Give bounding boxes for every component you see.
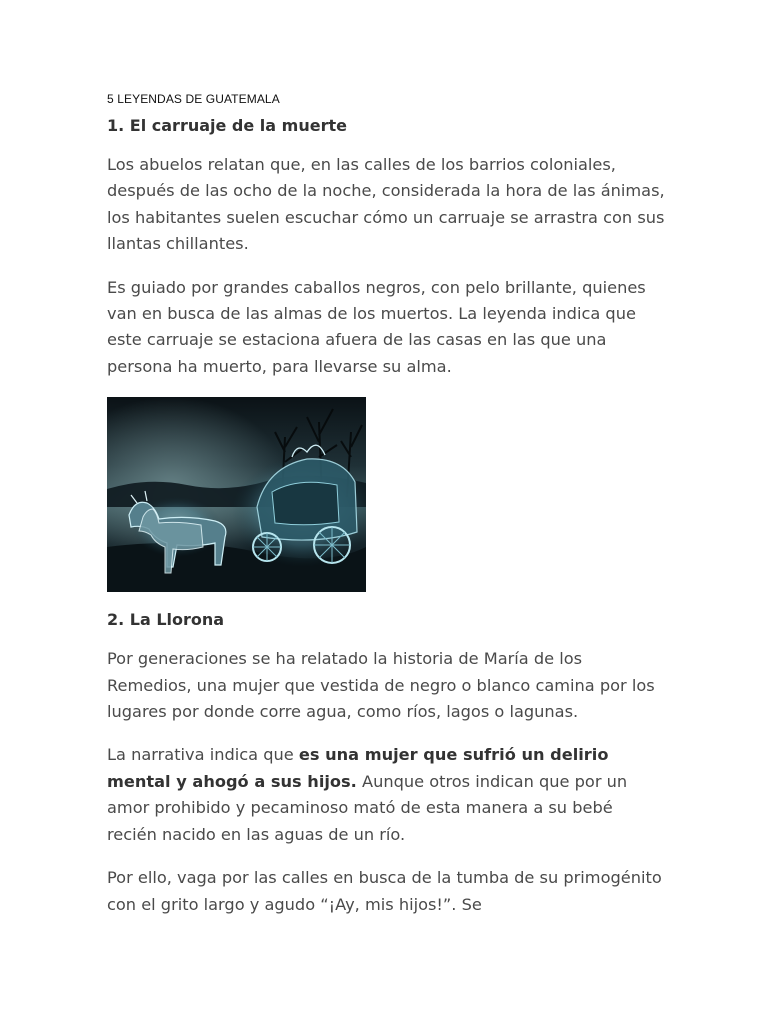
ghost-carriage-illustration xyxy=(107,397,366,592)
paragraph: Por generaciones se ha relatado la historia de María de los Remedios, una mujer que vestida de negro o blanco camina por los lugares por donde corre agua, como ríos, lagos o lagunas. xyxy=(107,649,655,722)
paragraph: Los abuelos relatan que, en las calles de los barrios coloniales, después de las ocho de la noche, considerada la hora de las ánimas, los habitantes suelen escuchar cómo un carruaje se arrastra con sus llantas chillantes. xyxy=(107,155,665,254)
paragraph: Es guiado por grandes caballos negros, con pelo brillante, quienes van en busca de las almas de los muertos. La leyenda indica que este carruaje se estaciona afuera de las casas en las que una persona ha muerto, para llevarse su alma. xyxy=(107,277,646,376)
section-heading-carruaje: 1. El carruaje de la muerte xyxy=(107,116,347,135)
paragraph-text: La narrativa indica que xyxy=(107,745,299,765)
paragraph-with-emphasis xyxy=(107,742,667,848)
paragraph-text: Aunque otros indican que por un amor prohibido y pecaminoso mató de esta manera a su bebé recién nacido en las aguas de un río. xyxy=(107,771,628,844)
document-page xyxy=(107,92,667,935)
emphasized-text: es una mujer que sufrió un delirio mental y ahogó a sus hijos. xyxy=(107,745,609,791)
document-title: 5 LEYENDAS DE GUATEMALA xyxy=(107,92,280,106)
section-heading-llorona: 2. La Llorona xyxy=(107,610,225,630)
paragraph: Por ello, vaga por las calles en busca de la tumba de su primogénito con el grito largo y agudo “¡Ay, mis hijos!”. Se xyxy=(107,868,662,914)
